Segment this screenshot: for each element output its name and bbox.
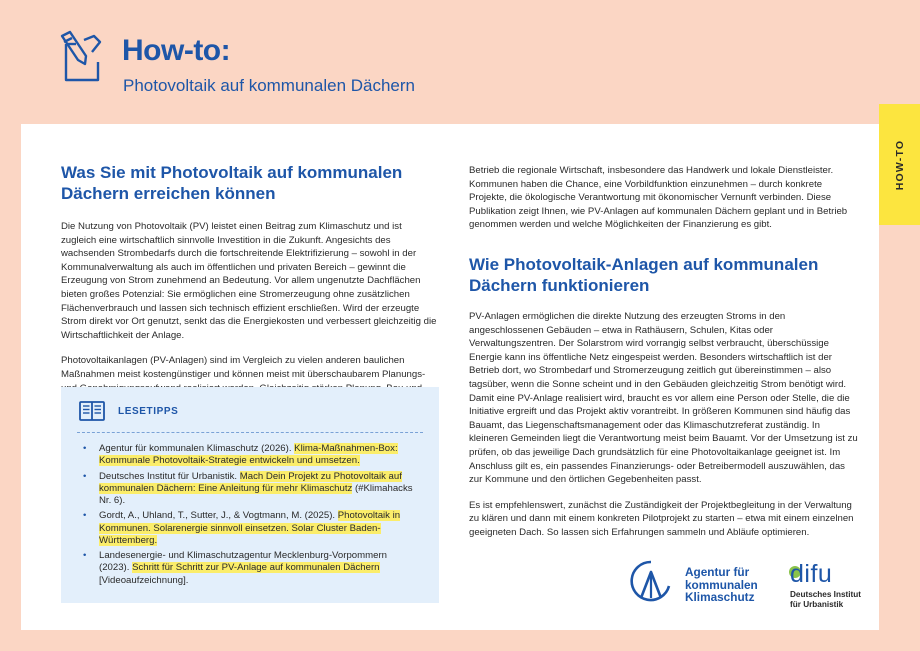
list-item [83,471,419,508]
right-paragraph-continued: Betrieb die regionale Wirtschaft, insbesondere das Handwerk und lokale Dienstleister. Kommunen haben die Chance, eine Vorbildfunktion einzunehmen – durch konkrete Projekte, die ökologische Verantwortung mit ökonomischer Vernunft verbinden. Diese Publikation zeigt Ihnen, wie PV-Anlagen auf kommunalen Dächern geplant und in Betrieb genommen werden und welche Möglichkeiten der Finanzierung es gibt. [469,165,848,231]
right-heading: Wie Photovoltaik-Anlagen auf kommunalen Dächern funktionieren [469,254,819,295]
list-item [83,550,419,587]
left-column [61,162,439,395]
klimaschutz-logo-text [685,566,758,604]
citation-text: Landesenergie- und Klimaschutzagentur Mecklenburg-Vorpommern (2023). [99,550,387,574]
how-to-tab [879,104,920,225]
klimaschutz-logo-icon [629,558,673,606]
list-item [83,443,419,467]
citation-text: Deutsches Institut für Urbanistik. [99,470,240,482]
right-paragraph-1: PV-Anlagen ermöglichen die direkte Nutzung des erzeugten Stroms in den angeschlossenen Gebäuden – etwa in Rathäusern, Schulen, Kitas oder Verwaltungszentren. Der Solarstrom wird vorrangig selbst verbraucht, überschüssige Energie kann ins öffentliche Netz eingespeist werden. Besonders wirtschaftlich ist der Betrieb dort, wo Strombedarf und Stromerzeugung zeitlich gut übereinstimmen – also tagsüber, wenn die Sonne scheint und in den Gebäuden gleichzeitig Strom benötigt wird. Damit eine PV-Anlage realisiert wird, braucht es vor allem eine Person oder Stelle, die die Initiative ergreift und das Projekt aktiv vorantreibt. In größeren Kommunen sind häufig das Bauamt, das Liegenschaftsmanagement oder das Klimaschutzreferat zuständig. In kleineren Gemeinden liegt die Verantwortung meist beim Bauamt. Vor der Umsetzung ist zu prüfen, ob das jeweilige Dach grundsätzlich für eine Photovoltaikanlage geeignet ist. Im Anschluss gilt es, ein passendes Finanzierungs- oder Betreibermodell auszuwählen, das zur Kommune und den örtlichen Gegebenheiten passt. [469,310,858,486]
reading-tips-label: LESETIPPS [118,405,179,417]
page-subtitle: Photovoltaik auf kommunalen Dächern [123,76,415,95]
difu-logo-text [790,590,861,609]
divider [77,432,423,433]
content-card [21,124,879,630]
logo-text-line: kommunalen [685,577,758,592]
citation-text: Gordt, A., Uhland, T., Sutter, J., & Vogtmann, M. (2025). [99,510,338,522]
logo-text-line: Deutsches Institut [790,590,861,599]
right-column [469,164,859,539]
partner-logos [629,558,869,614]
citation-link[interactable]: Klima-Maßnahmen-Box: Kommunale Photovoltaik-Strategie entwickeln und umsetzen. [99,443,398,467]
logo-text-line: Klimaschutz [685,590,755,605]
citation-link[interactable]: Schritt für Schritt zur PV-Anlage auf kommunalen Dächern [132,562,380,574]
citation-text: [Videoaufzeichnung]. [99,574,189,586]
open-book-icon [79,400,105,422]
citation-link[interactable]: Photovoltaik in Kommunen. Solarenergie sinnvoll einsetzen. Solar Cluster Baden-Württemberg. [99,510,401,546]
reading-tips-header [79,400,178,422]
page-title: How-to: [122,34,231,67]
document-pencil-icon [58,30,112,86]
citation-text: (#Klimahacks Nr. 6). [99,482,413,506]
citation-link[interactable]: Mach Dein Projekt zu Photovoltaik auf kommunalen Dächern: Eine Anleitung für mehr Klimaschutz [99,470,402,494]
left-paragraph-1: Die Nutzung von Photovoltaik (PV) leistet einen Beitrag zum Klimaschutz und ist zugleich eine wirtschaftlich sinnvolle Investition in die Zukunft. Angesichts des wachsenden Strombedarfs durch die fortschreitende Elektrifizierung – sowohl in der Kommunalverwaltung als auch im öffentlichen und privaten Bereich – gewinnt die Erzeugung von Strom zunehmend an Bedeutung. Vor allem ungenutzte Dachflächen bieten großes Potenzial: Sie ermöglichen eine Stromerzeugung ohne zusätzlichen Flächenverbrauch und lassen sich technisch effizient erschließen. Wird der erzeugte Strom direkt vor Ort genutzt, senkt das die Energiekosten und verbessert gleichzeitig die Wirtschaftlichkeit der Anlage. [61,221,437,341]
how-to-tab-label: HOW-TO [893,139,906,190]
logo-text-line: Agentur für [685,565,750,579]
citation-text: Agentur für kommunalen Klimaschutz (2026). [99,443,295,454]
right-paragraph-2: Es ist empfehlenswert, zunächst die Zuständigkeit der Projektbegleitung in der Verwaltung zu klären und dann mit einem konkreten Pilotprojekt zu starten – etwa mit einem einzelnen geeigneten Dach. So lassen sich Erfahrungen sammeln und Abläufe optimieren. [469,499,854,538]
left-heading: Was Sie mit Photovoltaik auf kommunalen Dächern erreichen können [61,163,403,203]
list-item [83,510,419,547]
difu-logo-mark: difu [790,560,833,588]
left-paragraph-2: Photovoltaikanlagen (PV-Anlagen) sind im Vergleich zu vielen anderen baulichen Maßnahmen meist kostengünstiger und können meist mit überschaubarem Planungs- [61,355,426,380]
reading-tips-list [83,443,419,590]
reading-tips-box [61,387,439,603]
logo-text-line: für Urbanistik [790,599,844,609]
